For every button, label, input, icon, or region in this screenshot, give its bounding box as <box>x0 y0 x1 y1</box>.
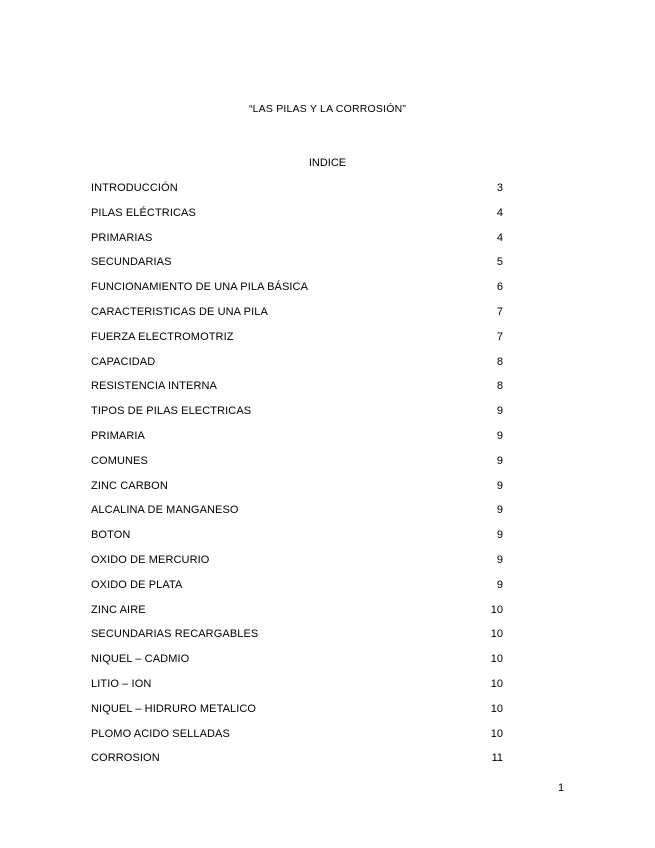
toc-entry-label: CAPACIDAD <box>91 355 156 368</box>
toc-entry-label: PLOMO ACIDO SELLADAS <box>91 727 230 740</box>
toc-entry <box>0 430 655 455</box>
toc-entry <box>0 529 655 554</box>
toc-entry-label: PRIMARIAS <box>91 231 153 244</box>
toc-entry-label: OXIDO DE PLATA <box>91 578 183 591</box>
toc-entry <box>0 281 655 306</box>
index-heading: INDICE <box>308 157 347 169</box>
toc-entry-label: OXIDO DE MERCURIO <box>91 553 210 566</box>
toc-entry-page: 3 <box>496 182 503 194</box>
toc-entry-label: SECUNDARIAS <box>91 256 172 269</box>
toc-entry-page: 9 <box>496 405 503 418</box>
toc-entry-label: FUNCIONAMIENTO DE UNA PILA BÁSICA <box>91 281 309 294</box>
toc-entry <box>0 653 655 678</box>
page-number: 1 <box>558 782 565 794</box>
toc-entry-label: LITIO – ION <box>91 677 152 690</box>
toc-entry-page: 9 <box>496 553 503 566</box>
toc-entry-page: 9 <box>496 529 503 542</box>
toc-entry-page: 7 <box>496 330 503 343</box>
toc-entry <box>0 232 655 257</box>
toc-entry-label: FUERZA ELECTROMOTRIZ <box>91 330 234 343</box>
toc-entry <box>0 380 655 405</box>
toc-entry-label: COMUNES <box>91 454 148 467</box>
toc-entry-page: 10 <box>490 702 503 715</box>
toc-entry-page: 9 <box>496 479 503 492</box>
toc-entry-page: 10 <box>490 603 503 616</box>
toc-entry-label: INTRODUCCIÓN <box>91 182 178 194</box>
toc-entry-label: PILAS ELÉCTRICAS <box>91 206 196 219</box>
toc-entry-label: ZINC CARBON <box>91 479 168 492</box>
toc-entry-page: 10 <box>490 628 503 641</box>
toc-entry-page: 9 <box>496 504 503 517</box>
toc-entry <box>0 703 655 728</box>
toc-entry-page: 10 <box>490 677 503 690</box>
toc-entry-page: 9 <box>496 578 503 591</box>
toc-entry-label: ALCALINA DE MANGANESO <box>91 504 239 517</box>
toc-entry <box>0 752 655 777</box>
toc-entry-label: RESISTENCIA INTERNA <box>91 380 217 393</box>
toc-entry-page: 5 <box>496 256 503 269</box>
toc-entry <box>0 455 655 480</box>
toc-entry <box>0 628 655 653</box>
toc-entry-page: 10 <box>490 653 503 666</box>
toc-entry <box>0 554 655 579</box>
toc-entry-page: 8 <box>496 355 503 368</box>
toc-entry <box>0 182 655 207</box>
toc-entry-label: TIPOS DE PILAS ELECTRICAS <box>91 405 252 418</box>
toc-entry <box>0 405 655 430</box>
toc-entry-label: NIQUEL – HIDRURO METALICO <box>91 702 257 715</box>
toc-entry-page: 11 <box>491 752 503 765</box>
toc-entry-page: 4 <box>496 206 503 219</box>
toc-entry <box>0 207 655 232</box>
toc-entry-page: 4 <box>496 231 503 244</box>
toc-entry-page: 7 <box>496 305 503 318</box>
toc-entry <box>0 356 655 381</box>
document-title: “LAS PILAS Y LA CORROSIÓN” <box>248 103 407 115</box>
toc-entry-label: NIQUEL – CADMIO <box>91 653 190 666</box>
toc-entry <box>0 678 655 703</box>
toc-entry-label: BOTON <box>91 529 131 542</box>
toc-entry-label: ZINC AIRE <box>91 603 146 616</box>
toc-entry <box>0 604 655 629</box>
toc-entry <box>0 306 655 331</box>
toc-entry <box>0 728 655 753</box>
toc-entry <box>0 480 655 505</box>
toc-entry-page: 9 <box>496 429 503 442</box>
toc-entry <box>0 504 655 529</box>
toc-entry-label: CARACTERISTICAS DE UNA PILA <box>91 305 268 318</box>
toc-entry <box>0 579 655 604</box>
toc-entry-page: 8 <box>496 380 503 393</box>
toc-entry <box>0 331 655 356</box>
toc-entry <box>0 256 655 281</box>
toc-entry-page: 6 <box>496 281 503 294</box>
toc-entry-page: 9 <box>496 454 503 467</box>
toc-entry-label: CORROSION <box>91 752 160 765</box>
toc-entry-label: PRIMARIA <box>91 429 145 442</box>
table-of-contents <box>0 182 655 777</box>
toc-entry-page: 10 <box>490 727 503 740</box>
toc-entry-label: SECUNDARIAS RECARGABLES <box>91 628 259 641</box>
